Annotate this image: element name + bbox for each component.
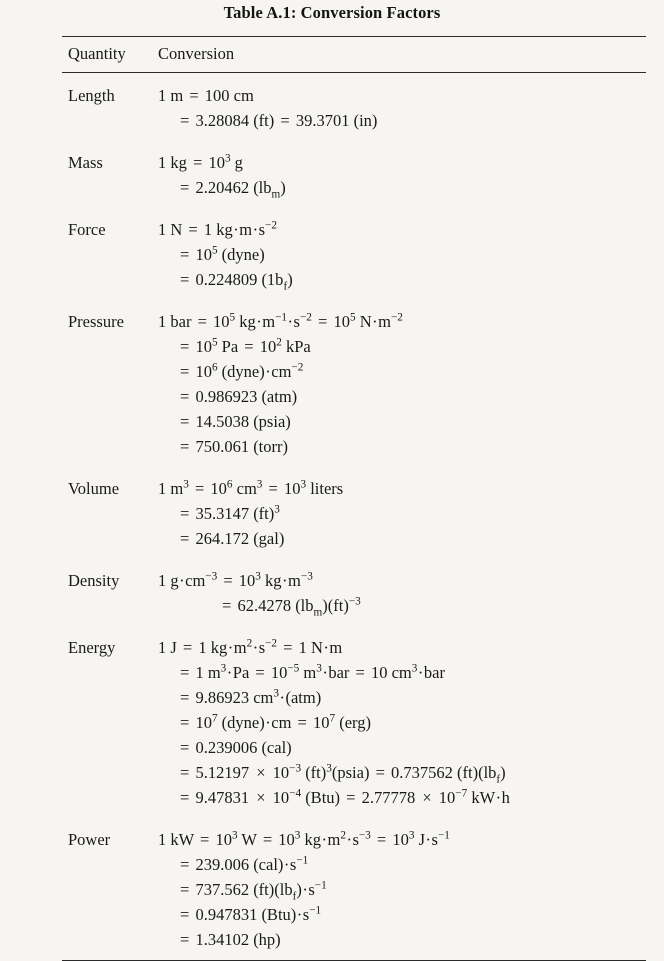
table-row: [0, 309, 664, 459]
conversion-cell: [158, 476, 664, 551]
conversion-line: 1 kW = $10^3$ $W = 10^3$ $kg\cdot m^2\cdot s^{-3} = 10^3$ $J\cdot s^{-1}$: [158, 829, 450, 849]
table-body: [0, 73, 664, 952]
conversion-line: = 14.5038 (psia): [180, 412, 291, 431]
conversion-line: 1 J = 1 $kg\cdot m^2\cdot s^{-2} = 1$ N·m: [158, 637, 343, 657]
quantity-label: Mass: [68, 153, 103, 172]
quantity-label: Pressure: [68, 312, 124, 331]
conversion-line: 1 $m^3 = 10^6$ $cm^3 = 10^3$ liters: [158, 478, 344, 498]
conversion-line: 1 m = 100 cm: [158, 86, 254, 105]
conversion-line: = 737.562 $(ft)(lb_f)\cdot s^{-1}$: [180, 879, 327, 903]
conversion-line: = 2.20462 $(lb_m)$: [180, 178, 286, 201]
conversion-line: = 0.947831 $(Btu)\cdot s^{-1}$: [180, 904, 322, 924]
conversion-cell: [158, 150, 664, 200]
conversion-line: = $9.47831 \times 10^{-4}$ $(Btu) = 2.77778 \times 10^{-7}$ kW·h: [180, 787, 510, 807]
conversion-line: = 0.239006 (cal): [180, 738, 292, 757]
conversion-cell: [158, 827, 664, 952]
table-row: [0, 568, 664, 618]
conversion-line: = $10^7$ (dyne)·cm = $10^7$ (erg): [180, 712, 371, 732]
conversion-cell: [158, 309, 664, 459]
conversion-line: 1 bar = $10^5$ $kg\cdot m^{-1}\cdot s^{-2} = 10^5$ $N\cdot m^{-2}$: [158, 311, 403, 331]
conversion-line: = 264.172 (gal): [180, 529, 285, 548]
conversion-line: 1 kg = $10^3$ g: [158, 152, 243, 172]
conversion-line: = 35.3147 (ft)$^3$: [180, 503, 280, 523]
conversion-cell: [158, 635, 664, 810]
conversion-line: = $10^6$ $(dyne)\cdot cm^{-2}$: [180, 361, 304, 381]
table-header-row: [0, 37, 664, 72]
quantity-label: Volume: [68, 479, 120, 498]
quantity-label: Power: [68, 830, 111, 849]
conversion-line: = 750.061 (torr): [180, 437, 289, 456]
quantity-label: Length: [68, 86, 115, 105]
conversion-line: = 1.34102 (hp): [180, 930, 281, 949]
conversion-line: = 62.4278 $(lb_m)(ft)^{-3}$: [222, 595, 361, 619]
conversion-line: = 3.28084 (ft) = 39.3701 (in): [180, 111, 378, 130]
table-row: [0, 476, 664, 551]
conversion-cell: [158, 217, 664, 292]
table-row: [0, 150, 664, 200]
conversion-line: = 1 $m^3\cdot Pa = 10^{-5}$ $m^3\cdot bar = 10$ $cm^3\cdot bar$: [180, 662, 445, 682]
conversion-line: 1 $g\cdot cm^{-3} = 10^3$ $kg\cdot m^{-3}$: [158, 570, 313, 590]
conversion-line: 1 N = 1 $kg\cdot m\cdot s^{-2}$: [158, 219, 277, 239]
conversion-cell: [158, 568, 664, 618]
table-row: [0, 83, 664, 133]
table-row: [0, 217, 664, 292]
conversion-line: = $10^5$ (dyne): [180, 244, 265, 264]
quantity-label: Energy: [68, 638, 116, 657]
column-header-conversion: Conversion: [158, 44, 235, 63]
table-row: [0, 827, 664, 952]
conversion-line: = 0.224809 $(1b_f)$: [180, 270, 293, 293]
conversion-line: = 9.86923 $cm^3\cdot(atm)$: [180, 687, 322, 707]
table-row: [0, 635, 664, 810]
quantity-label: Density: [68, 571, 120, 590]
conversion-cell: [158, 83, 664, 133]
conversion-line: = $5.12197 \times 10^{-3}$ (ft)$^3$(psia) = 0.737562 $(ft)(lb_f)$: [180, 762, 506, 786]
column-header-quantity: Quantity: [68, 44, 126, 63]
quantity-label: Force: [68, 220, 106, 239]
conversion-line: = 0.986923 (atm): [180, 387, 298, 406]
table-title: Table A.1: Conversion Factors: [223, 3, 441, 22]
conversion-line: = $10^5$ $Pa = 10^2$ kPa: [180, 336, 311, 356]
conversion-line: = 239.006 $(cal)\cdot s^{-1}$: [180, 854, 309, 874]
